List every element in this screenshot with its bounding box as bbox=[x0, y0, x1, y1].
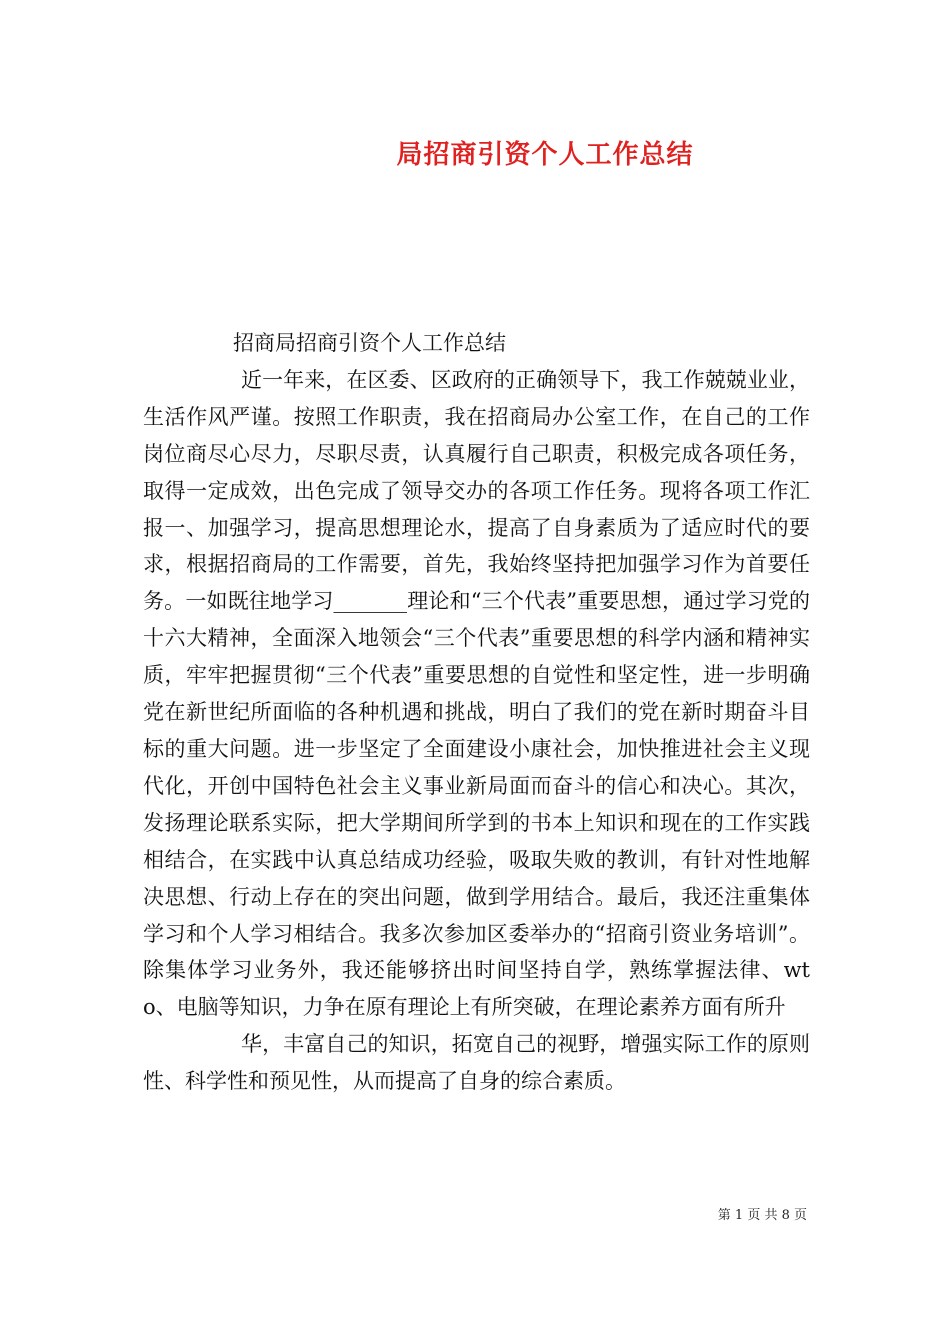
body-paragraph-2: 华，丰富自己的知识，拓宽自己的视野，增强实际工作的原则性、科学性和预见性，从而提高了自身的综合素质。 bbox=[143, 1032, 810, 1094]
page-title: 局招商引资个人工作总结 bbox=[396, 140, 694, 170]
page-number-footer: 第 1 页 共 8 页 bbox=[717, 1208, 807, 1223]
document-body bbox=[143, 325, 810, 1100]
document-subtitle: 招商局招商引资个人工作总结 bbox=[233, 331, 506, 355]
body-paragraph-1: 近一年来，在区委、区政府的正确领导下，我工作兢兢业业，生活作风严谨。按照工作职责，我在招商局办公室工作，在自己的工作岗位商尽心尽力，尽职尽责，认真履行自己职责，积极完成各项任务，取得一定成效，出色完成了领导交办的各项工作任务。现将各项工作汇报一、加强学习，提高思想理论水，提高了自身素质为了适应时代的要求，根据招商局的工作需要，首先，我始终坚持把加强学习作为首要任务。一如既往地学习_______理论和“三个代表”重要思想，通过学习党的十六大精神，全面深入地领会“三个代表”重要思想的科学内涵和精神实质，牢牢把握贯彻“三个代表”重要思想的自觉性和坚定性，进一步明确党在新世纪所面临的各种机遇和挑战，明白了我们的党在新时期奋斗目标的重大问题。进一步坚定了全面建设小康社会，加快推进社会主义现代化，开创中国特色社会主义事业新局面而奋斗的信心和决心。其次，发扬理论联系实际，把大学期间所学到的书本上知识和现在的工作实践相结合，在实践中认真总结成功经验，吸取失败的教训，有针对性地解决思想、行动上存在的突出问题，做到学用结合。最后，我还注重集体学习和个人学习相结合。我多次参加区委举办的“招商引资业务培训”。除集体学习业务外，我还能够挤出时间坚持自学，熟练掌握法律、wto、电脑等知识，力争在原有理论上有所突破，在理论素养方面有所升 bbox=[143, 367, 810, 1020]
